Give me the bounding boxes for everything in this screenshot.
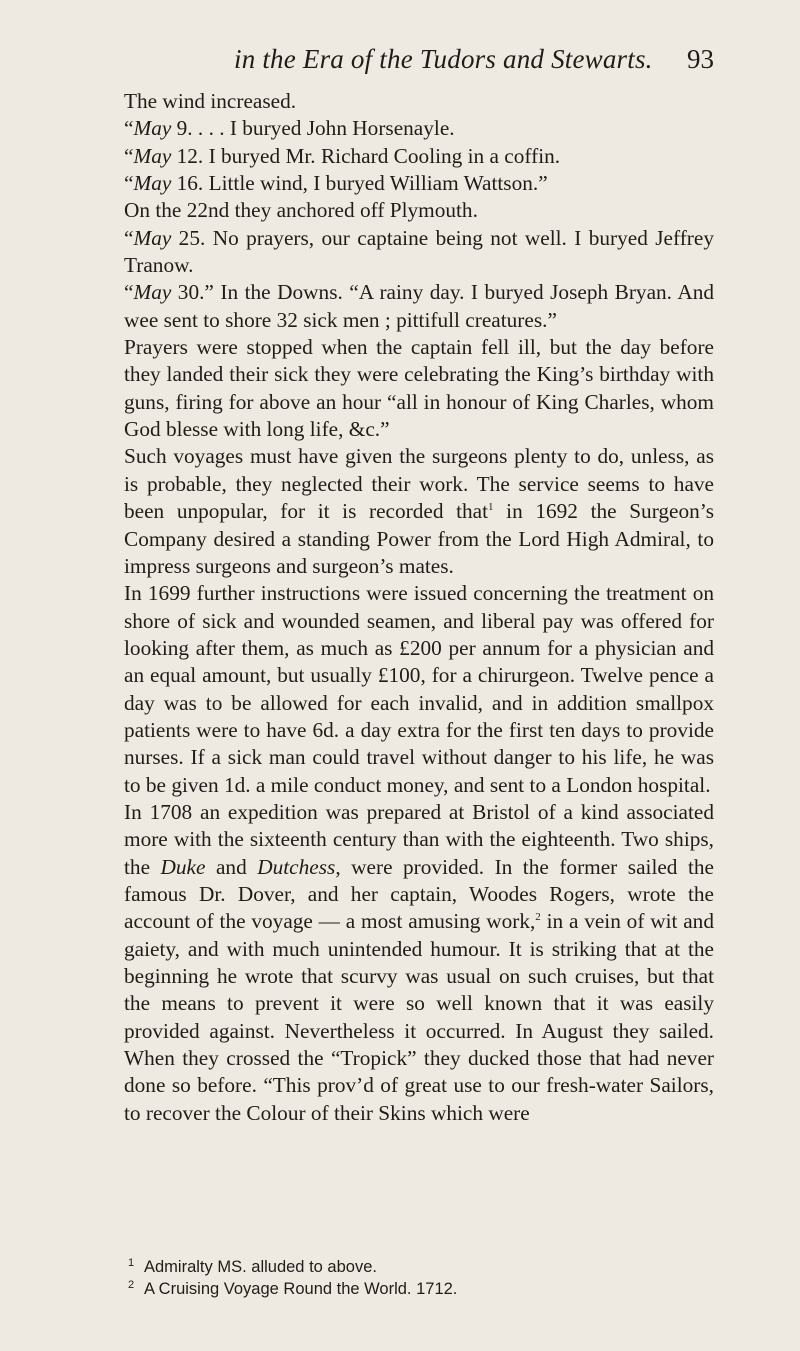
paragraph: In 1699 further instructions were issued concerning the treatment on shore of sick and wounded seamen, and liberal pay was offered for looking after them, as much as £200 per annum for a physician and an equal amount, but usually £100, for a chirurgeon. Twelve pence a day was to be allowed for each invalid, and in addition smallpox patients were to have 6d. a day extra for the first ten days to provide nurses. If a sick man could travel without danger to his life, he was to be given 1d. a mile conduct money, and sent to a London hospital.: [124, 581, 714, 797]
footnote-text: A Cruising Voyage Round the World. 1712.: [144, 1280, 458, 1298]
paragraph: “May 16. Little wind, I buryed William Wattson.”: [124, 171, 548, 196]
paragraph: In 1708 an expedition was prepared at Bristol of a kind associated more with the sixteenth century than with the eighteenth. Two ships, the Duke and Dutchess, were provided. In the former sailed the famous Dr. Dover, and her captain, Woodes Rogers, wrote the account of the voyage — a most amusing work,$^2$ in a vein of wit and gaiety, and with much unintended humour. It is striking that at the beginning he wrote that scurvy was usual on such cruises, but that the means to prevent it were so well known that it was easily provided against. Nevertheless it occurred. In August they sailed. When they crossed the “Tropick” they ducked those that had never done so before. “This prov’d of great use to our fresh-water Sailors, to recover the Colour of their Skins which were: [124, 799, 714, 1125]
paragraph: “May 12. I buryed Mr. Richard Cooling in a coffin.: [124, 143, 561, 168]
paragraph: On the 22nd they anchored off Plymouth.: [124, 198, 478, 223]
paragraph: Such voyages must have given the surgeons plenty to do, unless, as is probable, they neglected their work. The service seems to have been unpopular, for it is recorded that$^1$ in 1692 the Surgeon’s Company desired a standing Power from the Lord High Admiral, to impress surgeons and surgeon’s mates.: [124, 444, 715, 578]
paragraph: “May 30.” In the Downs. “A rainy day. I buryed Joseph Bryan. And wee sent to shore 32 sick men ; pittifull creatures.”: [124, 280, 714, 332]
page-number: 93: [687, 44, 714, 74]
footnote-mark: 2: [128, 1279, 135, 1291]
footnote: [124, 1278, 714, 1300]
footnote-mark: 1: [128, 1257, 135, 1269]
paragraph: “May 9. . . . I buryed John Horsenayle.: [124, 116, 455, 141]
footnote-text: Admiralty MS. alluded to above.: [144, 1258, 377, 1276]
paragraph: Prayers were stopped when the captain fell ill, but the day before they landed their sick they were celebrating the King’s birthday with guns, firing for above an hour “all in honour of King Charles, whom God blesse with long life, &c.”: [124, 335, 714, 442]
paragraph: The wind increased.: [124, 89, 297, 113]
body-text: [124, 88, 714, 1127]
footnotes: [124, 1256, 714, 1300]
running-head: [124, 44, 714, 76]
footnote: [124, 1256, 714, 1278]
paragraph: “May 25. No prayers, our captaine being not well. I buryed Jeffrey Tranow.: [124, 225, 714, 278]
running-title: in the Era of the Tudors and Stewarts.: [234, 44, 653, 74]
